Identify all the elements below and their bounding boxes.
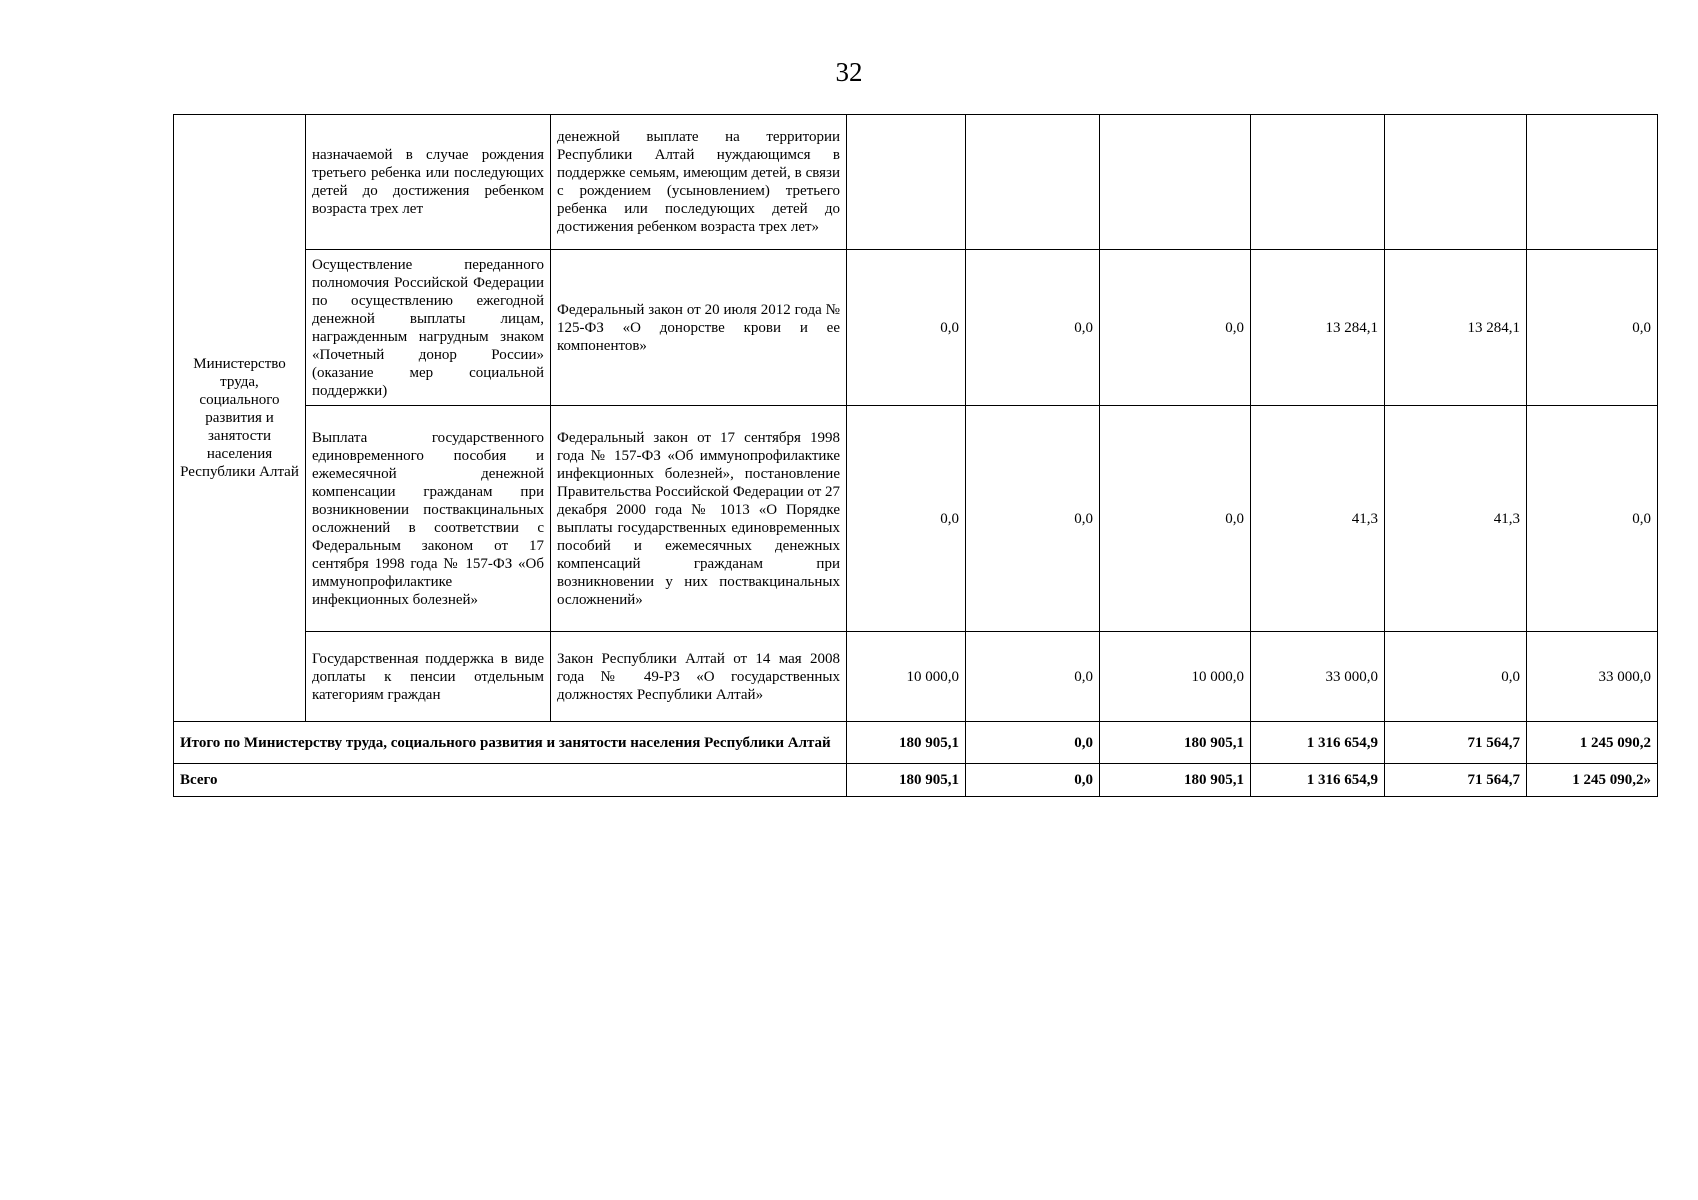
value-cell: 0,0 — [1100, 406, 1251, 632]
subtotal-value: 71 564,7 — [1385, 722, 1527, 764]
subtotal-value: 180 905,1 — [847, 722, 966, 764]
value-cell — [1251, 115, 1385, 250]
subtotal-value: 0,0 — [966, 722, 1100, 764]
page-number: 32 — [835, 57, 863, 87]
ministry-cell: Министерство труда, социального развития и занятости населения Республики Алтай — [174, 115, 306, 722]
budget-table — [173, 114, 1658, 797]
total-value: 180 905,1 — [1100, 764, 1251, 797]
value-cell: 0,0 — [966, 632, 1100, 722]
value-cell: 0,0 — [847, 406, 966, 632]
subtotal-value: 1 245 090,2 — [1527, 722, 1658, 764]
total-value: 180 905,1 — [847, 764, 966, 797]
subtotal-label: Итого по Министерству труда, социального развития и занятости населения Республики Алтай — [174, 722, 847, 764]
value-cell — [1100, 115, 1251, 250]
value-cell: 13 284,1 — [1251, 250, 1385, 406]
value-cell: 33 000,0 — [1251, 632, 1385, 722]
table-row — [174, 406, 1658, 632]
value-cell: 0,0 — [1527, 406, 1658, 632]
value-cell: 0,0 — [966, 406, 1100, 632]
legal-basis-cell: Федеральный закон от 17 сентября 1998 года № 157-ФЗ «Об иммунопрофилактике инфекционных болезней», постановление Правительства Российской Федерации от 27 декабря 2000 года № 1013 «О Порядке выплаты государственных единовременных пособий и ежемесячных денежных компенсаций гражданам при возникновении у них поствакцинальных осложнений» — [551, 406, 847, 632]
value-cell: 33 000,0 — [1527, 632, 1658, 722]
table-row — [174, 250, 1658, 406]
value-cell: 0,0 — [966, 250, 1100, 406]
value-cell: 10 000,0 — [847, 632, 966, 722]
total-value: 1 316 654,9 — [1251, 764, 1385, 797]
total-value: 0,0 — [966, 764, 1100, 797]
program-name-cell: Государственная поддержка в виде доплаты к пенсии отдельным категориям граждан — [306, 632, 551, 722]
table-row — [174, 632, 1658, 722]
subtotal-row — [174, 722, 1658, 764]
program-name-cell: Выплата государственного единовременного пособия и ежемесячной денежной компенсации гражданам при возникновении поствакцинальных осложнений в соответствии с Федеральным законом от 17 сентября 1998 года № 157-ФЗ «Об иммунопрофилактике инфекционных болезней» — [306, 406, 551, 632]
value-cell: 10 000,0 — [1100, 632, 1251, 722]
value-cell — [1385, 115, 1527, 250]
value-cell: 41,3 — [1385, 406, 1527, 632]
value-cell: 41,3 — [1251, 406, 1385, 632]
value-cell: 13 284,1 — [1385, 250, 1527, 406]
legal-basis-cell: Закон Республики Алтай от 14 мая 2008 года № 49-РЗ «О государственных должностях Республики Алтай» — [551, 632, 847, 722]
value-cell: 0,0 — [1100, 250, 1251, 406]
total-value: 71 564,7 — [1385, 764, 1527, 797]
value-cell: 0,0 — [1527, 250, 1658, 406]
total-row — [174, 764, 1658, 797]
total-value: 1 245 090,2» — [1527, 764, 1658, 797]
legal-basis-cell: денежной выплате на территории Республики Алтай нуждающимся в поддержке семьям, имеющим детей, в связи с рождением (усыновлением) третьего ребенка или последующих детей до достижения ребенком возраста трех лет» — [551, 115, 847, 250]
program-name-cell: Осуществление переданного полномочия Российской Федерации по осуществлению ежегодной денежной выплаты лицам, награжденным нагрудным знаком «Почетный донор России» (оказание мер социальной поддержки) — [306, 250, 551, 406]
program-name-cell: назначаемой в случае рождения третьего ребенка или последующих детей до достижения ребенком возраста трех лет — [306, 115, 551, 250]
subtotal-value: 180 905,1 — [1100, 722, 1251, 764]
value-cell: 0,0 — [847, 250, 966, 406]
total-label: Всего — [174, 764, 847, 797]
value-cell — [847, 115, 966, 250]
table-row — [174, 115, 1658, 250]
value-cell — [1527, 115, 1658, 250]
value-cell — [966, 115, 1100, 250]
subtotal-value: 1 316 654,9 — [1251, 722, 1385, 764]
value-cell: 0,0 — [1385, 632, 1527, 722]
legal-basis-cell: Федеральный закон от 20 июля 2012 года № 125-ФЗ «О донорстве крови и ее компонентов» — [551, 250, 847, 406]
